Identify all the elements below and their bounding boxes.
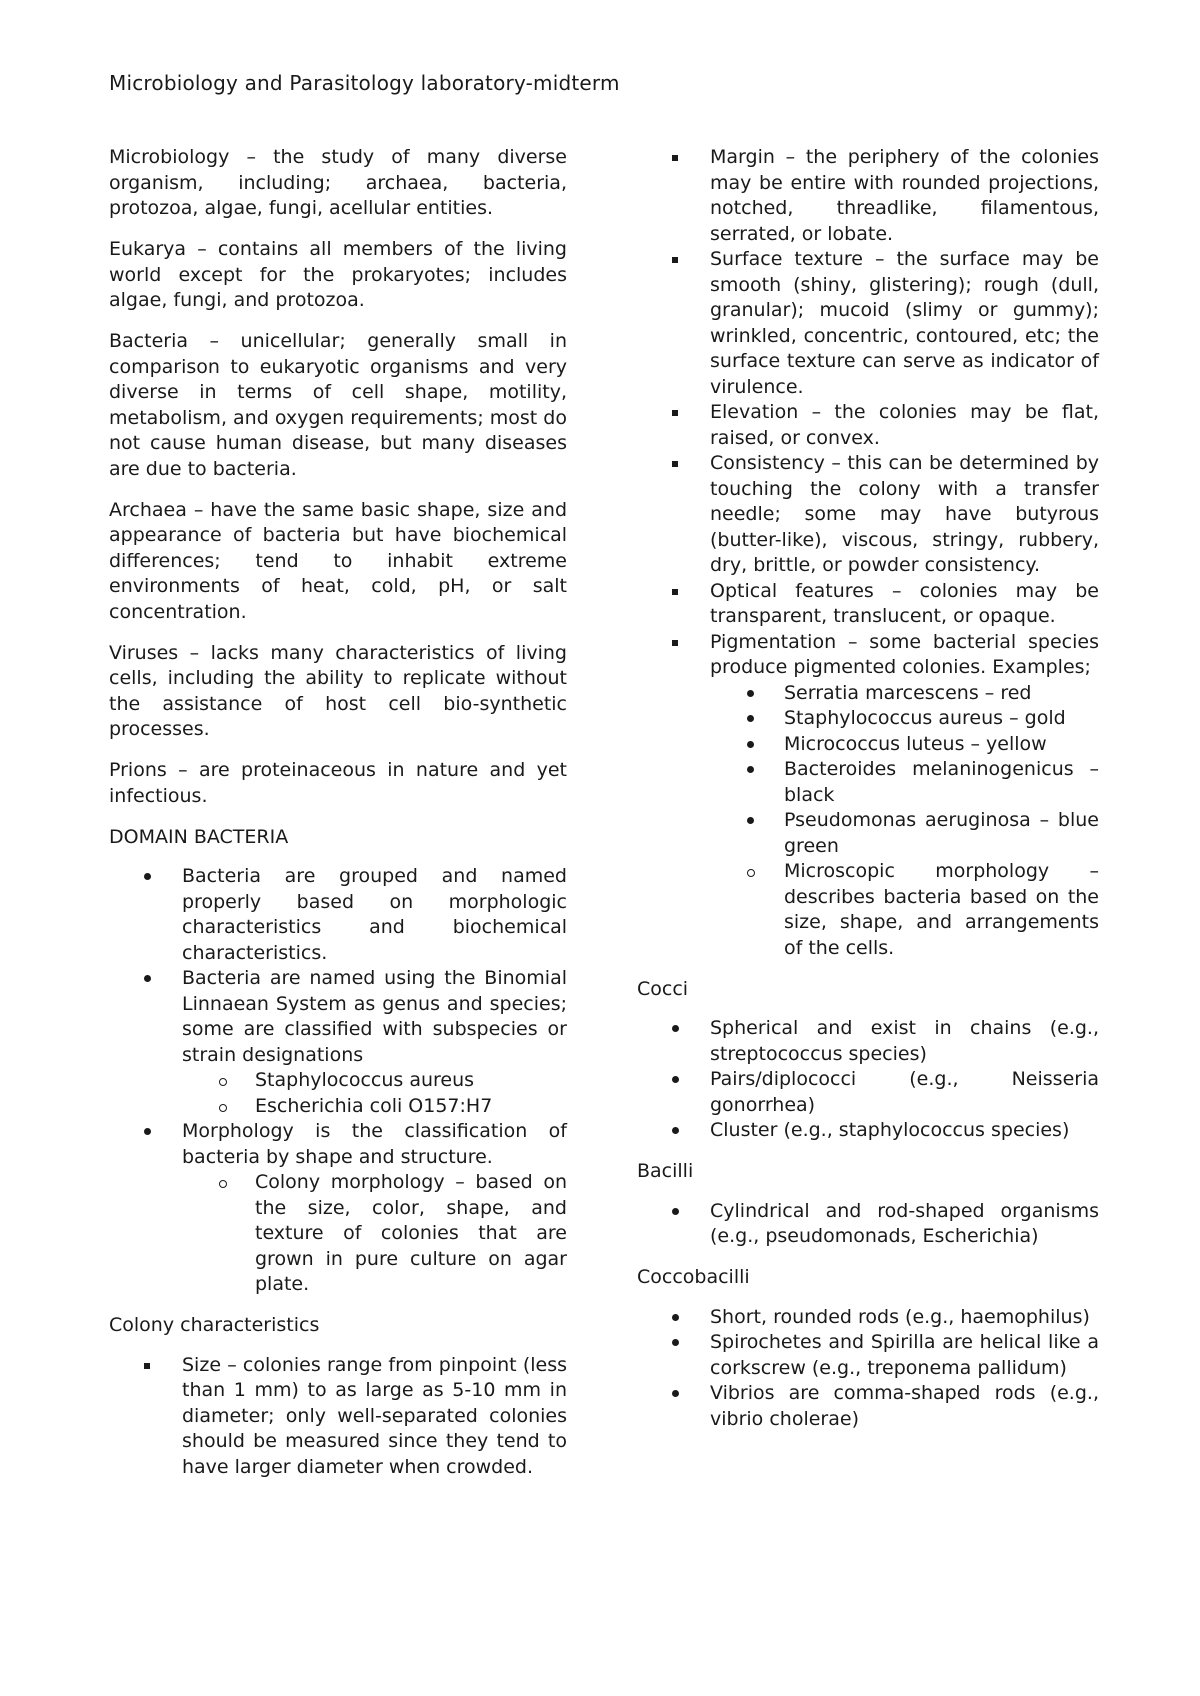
bacilli-list	[637, 1199, 1099, 1250]
list-item-text: Bacteroides melaninogenicus – black	[784, 758, 1099, 806]
list-item-text: Pairs/diplococci (e.g., Neisseria gonorrhea)	[710, 1068, 1099, 1116]
list-item-text: Bacteria are grouped and named properly based on morphologic characteristics and biochemical characteristics.	[182, 865, 567, 964]
bullet-square-icon	[672, 640, 678, 646]
list-item-text: Pseudomonas aeruginosa – blue green	[784, 809, 1099, 857]
definition-viruses: Viruses – lacks many characteristics of living cells, including the ability to replicate without the assistance of host cell bio-synthetic processes.	[109, 641, 567, 740]
bullet-disc-icon	[144, 1128, 151, 1135]
list-item	[637, 1016, 1099, 1067]
list-item	[637, 1381, 1099, 1432]
list-item-text: Microscopic morphology – describes bacteria based on the size, shape, and arrangements of the cells.	[784, 860, 1099, 959]
bullet-square-icon	[144, 1363, 150, 1369]
definition-bacteria: Bacteria – unicellular; generally small in comparison to eukaryotic organisms and very diverse in terms of cell shape, motility, metabolism, and oxygen requirements; most do not cause human disease, but many diseases are due to bacteria.	[109, 330, 567, 480]
cocci-list	[637, 1016, 1099, 1144]
list-item-text: Bacteria are named using the Binomial Linnaean System as genus and species; some are classified with subspecies or strain designations	[182, 967, 567, 1066]
colony-characteristics-continued-list	[637, 145, 1099, 961]
bullet-disc-icon	[747, 766, 754, 773]
list-item	[109, 966, 567, 1068]
right-column	[637, 145, 1099, 1448]
list-item	[637, 630, 1099, 681]
bullet-disc-icon	[672, 1127, 679, 1134]
list-item-text: Staphylococcus aureus – gold	[784, 707, 1066, 729]
list-item	[109, 864, 567, 966]
definition-prions: Prions – are proteinaceous in nature and yet infectious.	[109, 759, 567, 807]
list-item	[637, 247, 1099, 400]
bacilli-heading: Bacilli	[637, 1160, 694, 1182]
list-item	[109, 1353, 567, 1481]
bullet-disc-icon	[144, 975, 151, 982]
domain-bacteria-list	[109, 864, 567, 1298]
list-item	[637, 1199, 1099, 1250]
page-title: Microbiology and Parasitology laboratory-midterm	[109, 71, 620, 95]
list-item-text: Cluster (e.g., staphylococcus species)	[710, 1119, 1070, 1141]
list-item	[109, 1119, 567, 1170]
list-item	[637, 451, 1099, 579]
bullet-circle-icon	[219, 1104, 227, 1112]
list-item-text: Cylindrical and rod-shaped organisms (e.g., pseudomonads, Escherichia)	[710, 1199, 1099, 1247]
list-item	[109, 1170, 567, 1298]
list-item-text: Micrococcus luteus – yellow	[784, 732, 1047, 755]
list-item-text: Spherical and exist in chains (e.g., streptococcus species)	[710, 1017, 1099, 1065]
list-item	[109, 1094, 567, 1120]
bullet-disc-icon	[672, 1314, 679, 1321]
list-item-text: Vibrios are comma-shaped rods (e.g., vibrio cholerae)	[710, 1382, 1099, 1430]
bullet-disc-icon	[672, 1025, 679, 1032]
list-item-text: Escherichia coli O157:H7	[255, 1094, 493, 1117]
list-item	[109, 1068, 567, 1094]
definition-archaea: Archaea – have the same basic shape, size and appearance of bacteria but have biochemical differences; tend to inhabit extreme environments of heat, cold, pH, or salt concentration.	[109, 498, 567, 623]
bullet-disc-icon	[672, 1208, 679, 1215]
list-item-text: Elevation – the colonies may be flat, raised, or convex.	[710, 401, 1099, 449]
bullet-disc-icon	[672, 1390, 679, 1397]
list-item	[637, 859, 1099, 961]
list-item	[637, 579, 1099, 630]
list-item	[637, 681, 1099, 707]
bullet-circle-icon	[219, 1180, 227, 1188]
definition-eukarya: Eukarya – contains all members of the living world except for the prokaryotes; includes algae, fungi, and protozoa.	[109, 238, 567, 311]
list-item-text: Surface texture – the surface may be smooth (shiny, glistering); rough (dull, granular); mucoid (slimy or gummy); wrinkled, concentric, contoured, etc; the surface texture can serve as indicator of virulence.	[710, 248, 1099, 398]
domain-bacteria-heading: DOMAIN BACTERIA	[109, 825, 289, 848]
colony-characteristics-list	[109, 1353, 567, 1481]
colony-characteristics-heading: Colony characteristics	[109, 1314, 320, 1336]
bullet-disc-icon	[747, 715, 754, 722]
bullet-disc-icon	[747, 741, 754, 748]
bullet-square-icon	[672, 257, 678, 263]
cocci-heading: Cocci	[637, 977, 689, 1000]
bullet-square-icon	[672, 410, 678, 416]
list-item	[637, 1067, 1099, 1118]
coccobacilli-heading: Coccobacilli	[637, 1266, 750, 1288]
bullet-square-icon	[672, 461, 678, 467]
list-item-text: Consistency – this can be determined by touching the colony with a transfer needle; some may have butyrous (butter-like), viscous, stringy, rubbery, dry, brittle, or powder consistency.	[710, 452, 1099, 576]
list-item	[637, 808, 1099, 859]
left-column	[109, 145, 567, 1496]
bullet-circle-icon	[747, 869, 755, 877]
list-item-text: Short, rounded rods (e.g., haemophilus)	[710, 1305, 1090, 1328]
list-item	[637, 1305, 1099, 1331]
bullet-disc-icon	[672, 1076, 679, 1083]
bullet-disc-icon	[144, 873, 151, 880]
bullet-square-icon	[672, 589, 678, 595]
list-item-text: Staphylococcus aureus	[255, 1069, 475, 1091]
list-item	[637, 732, 1099, 758]
bullet-disc-icon	[747, 817, 754, 824]
coccobacilli-list	[637, 1305, 1099, 1433]
list-item	[637, 145, 1099, 247]
list-item-text: Morphology is the classification of bacteria by shape and structure.	[182, 1120, 567, 1168]
list-item-text: Size – colonies range from pinpoint (less than 1 mm) to as large as 5-10 mm in diameter; only well-separated colonies should be measured since they tend to have larger diameter when crowded.	[182, 1353, 567, 1478]
bullet-circle-icon	[219, 1078, 227, 1086]
bullet-square-icon	[672, 155, 678, 161]
list-item-text: Optical features – colonies may be transparent, translucent, or opaque.	[710, 579, 1099, 627]
list-item-text: Serratia marcescens – red	[784, 681, 1032, 704]
bullet-disc-icon	[747, 690, 754, 697]
list-item	[637, 1118, 1099, 1144]
list-item	[637, 757, 1099, 808]
list-item-text: Margin – the periphery of the colonies may be entire with rounded projections, notched, threadlike, filamentous, serrated, or lobate.	[710, 146, 1099, 245]
list-item-text: Pigmentation – some bacterial species produce pigmented colonies. Examples;	[710, 630, 1099, 678]
list-item	[637, 400, 1099, 451]
list-item	[637, 1330, 1099, 1381]
definition-microbiology: Microbiology – the study of many diverse organism, including; archaea, bacteria, protozoa, algae, fungi, acellular entities.	[109, 146, 567, 219]
list-item	[637, 706, 1099, 732]
bullet-disc-icon	[672, 1339, 679, 1346]
list-item-text: Colony morphology – based on the size, color, shape, and texture of colonies that are grown in pure culture on agar plate.	[255, 1171, 567, 1295]
list-item-text: Spirochetes and Spirilla are helical like a corkscrew (e.g., treponema pallidum)	[710, 1331, 1099, 1379]
